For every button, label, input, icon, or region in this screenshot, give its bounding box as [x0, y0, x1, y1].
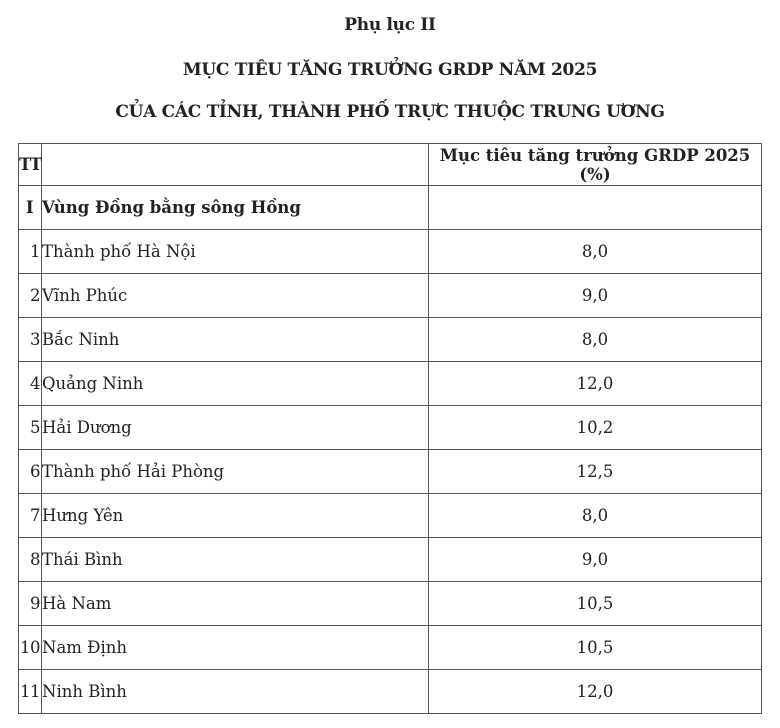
row-tt: 6	[19, 450, 42, 494]
table-row	[19, 318, 762, 362]
row-target: 9,0	[429, 274, 762, 318]
row-province: Bắc Ninh	[42, 318, 429, 362]
section-name: Vùng Đồng bằng sông Hồng	[42, 186, 429, 230]
table-row	[19, 626, 762, 670]
table-row	[19, 274, 762, 318]
grdp-target-table	[18, 143, 762, 714]
table-row	[19, 230, 762, 274]
row-tt: 1	[19, 230, 42, 274]
row-province: Thái Bình	[42, 538, 429, 582]
row-target: 8,0	[429, 230, 762, 274]
row-target: 8,0	[429, 318, 762, 362]
header-tt: TT	[19, 144, 42, 186]
row-tt: 7	[19, 494, 42, 538]
row-tt: 8	[19, 538, 42, 582]
row-tt: 5	[19, 406, 42, 450]
appendix-label: Phụ lục II	[344, 15, 436, 35]
row-target: 12,0	[429, 362, 762, 406]
table-row	[19, 494, 762, 538]
table-row	[19, 582, 762, 626]
row-province: Hưng Yên	[42, 494, 429, 538]
row-tt: 4	[19, 362, 42, 406]
row-target: 9,0	[429, 538, 762, 582]
row-province: Hà Nam	[42, 582, 429, 626]
document-title-line-2: CỦA CÁC TỈNH, THÀNH PHỐ TRỰC THUỘC TRUNG ƯƠNG	[115, 102, 665, 122]
document-title-line-1: MỤC TIÊU TĂNG TRƯỞNG GRDP NĂM 2025	[182, 60, 598, 80]
row-target: 10,5	[429, 626, 762, 670]
row-province: Hải Dương	[42, 406, 429, 450]
row-province: Vĩnh Phúc	[42, 274, 429, 318]
row-province: Nam Định	[42, 626, 429, 670]
row-province: Thành phố Hà Nội	[42, 230, 429, 274]
header-target: Mục tiêu tăng trưởng GRDP 2025 (%)	[429, 144, 762, 186]
table-row	[19, 450, 762, 494]
row-tt: 11	[19, 670, 42, 714]
row-target: 8,0	[429, 494, 762, 538]
row-tt: 2	[19, 274, 42, 318]
table-row	[19, 362, 762, 406]
row-target: 12,0	[429, 670, 762, 714]
section-row	[19, 186, 762, 230]
row-tt: 10	[19, 626, 42, 670]
row-province: Ninh Bình	[42, 670, 429, 714]
row-province: Thành phố Hải Phòng	[42, 450, 429, 494]
row-target: 10,5	[429, 582, 762, 626]
table-row	[19, 406, 762, 450]
table-row	[19, 670, 762, 714]
row-target: 10,2	[429, 406, 762, 450]
row-tt: 9	[19, 582, 42, 626]
section-target	[429, 186, 762, 230]
section-tt: I	[19, 186, 42, 230]
header-name	[42, 144, 429, 186]
table-row	[19, 538, 762, 582]
row-province: Quảng Ninh	[42, 362, 429, 406]
table-header-row	[19, 144, 762, 186]
row-tt: 3	[19, 318, 42, 362]
row-target: 12,5	[429, 450, 762, 494]
